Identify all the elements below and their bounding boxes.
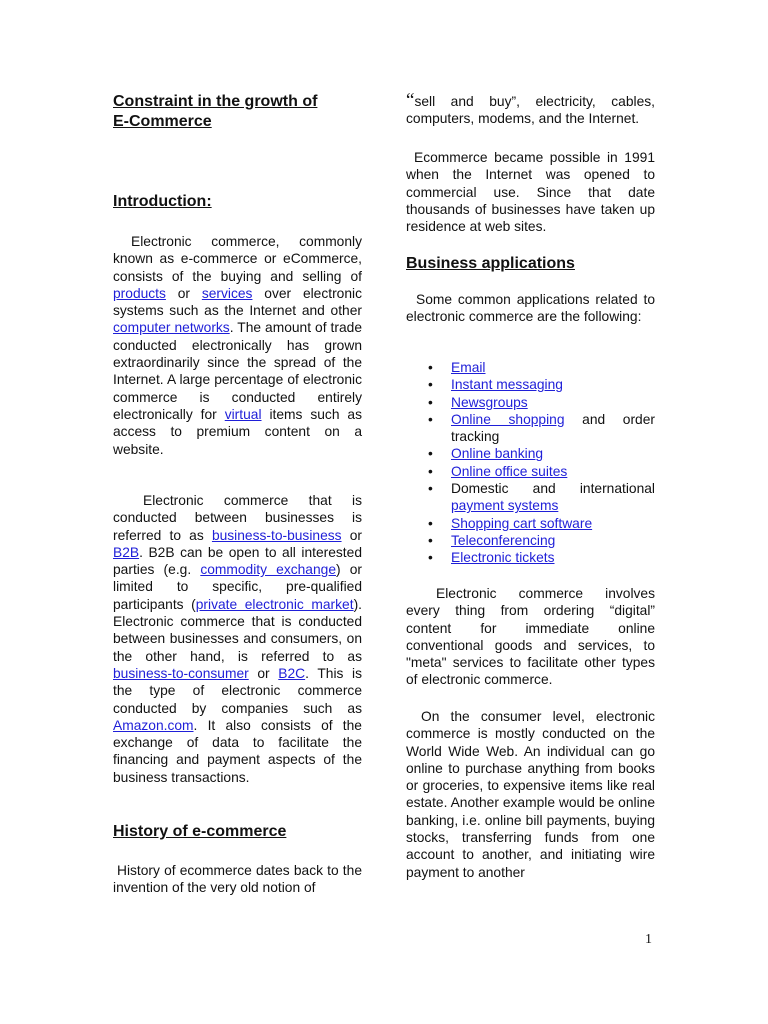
teleconferencing-link[interactable]: Teleconferencing <box>451 532 556 548</box>
introduction-heading: Introduction: <box>113 193 212 210</box>
newsgroups-link[interactable]: Newsgroups <box>451 394 528 410</box>
bullet-icon: • <box>428 394 433 410</box>
email-link[interactable]: Email <box>451 360 486 375</box>
b2c-link[interactable]: B2C <box>278 665 306 681</box>
business-applications-heading: Business applications <box>406 255 575 272</box>
business-to-business-link[interactable]: business-to-business <box>211 527 342 543</box>
amazon-link[interactable]: Amazon.com <box>113 717 194 733</box>
b2b-link[interactable]: B2B <box>113 544 140 560</box>
bullet-icon: • <box>428 550 433 566</box>
list-item: • Online shopping and order tracking <box>428 411 655 445</box>
list-item <box>406 549 655 566</box>
document-title: Constraint in the growth of E-Commerce <box>113 93 318 130</box>
bullet-icon: • <box>428 446 433 462</box>
electronic-tickets-link[interactable]: Electronic tickets <box>451 550 555 566</box>
online-shopping-link[interactable]: Online shopping <box>451 411 565 427</box>
virtual-link[interactable]: virtual <box>224 406 262 422</box>
list-item <box>406 445 655 462</box>
bullet-icon: • <box>428 481 433 497</box>
online-banking-link[interactable]: Online banking <box>451 446 544 462</box>
list-item <box>406 359 655 376</box>
introduction-paragraph-1: Electronic commerce, commonly known as e-commerce or eCommerce, consists of the buying and selling of products or services over electronic systems such as the Internet and other computer networks. The amount of trade conducted electronically has grown extraordinarily since the spread of the Internet. A large percentage of electronic commerce is conducted entirely electronically for virtual items such as access to premium content on a website. <box>113 234 362 457</box>
business-applications-paragraph-2: On the consumer level, electronic commerce is mostly conducted on the World Wide Web. An individual can go online to purchase anything from books or groceries, to expensive items like real estate. Another example would be online banking, i.e. online bill payments, buying stocks, transferring funds from one account to another, and initiating wire payment to another <box>406 709 655 880</box>
list-item <box>406 394 655 411</box>
list-item: • Domestic and international payment systems <box>428 481 655 514</box>
shopping-cart-software-link[interactable]: Shopping cart software <box>451 515 593 531</box>
introduction-paragraph-2: Electronic commerce that is conducted between businesses is referred to as business-to-business or B2B. B2B can be open to all interested parties (e.g. commodity exchange) or limited to specific, pre-qualified participants (private electronic market). Electronic commerce that is conducted between businesses and consumers, on the other hand, is referred to as business-to-consumer or B2C. This is the type of electronic commerce conducted by companies such as Amazon.com. It also consists of the exchange of data to facilitate the financing and payment aspects of the business transactions. <box>113 493 363 785</box>
computer-networks-link[interactable]: computer networks <box>113 320 230 336</box>
applications-list <box>406 359 655 567</box>
products-link[interactable]: products <box>113 285 166 301</box>
payment-systems-link[interactable]: payment systems <box>451 498 559 514</box>
list-item <box>406 376 655 393</box>
instant-messaging-link[interactable]: Instant messaging <box>451 377 563 393</box>
list-item <box>406 463 655 480</box>
page-number: 1 <box>645 932 652 947</box>
history-paragraph-1: History of ecommerce dates back to the invention of the very old notion of <box>113 863 362 896</box>
history-heading: History of e-commerce <box>113 823 287 840</box>
online-office-suites-link[interactable]: Online office suites <box>451 463 568 479</box>
bullet-icon: • <box>428 463 433 479</box>
bullet-icon: • <box>428 411 433 427</box>
services-link[interactable]: services <box>201 285 253 301</box>
list-item <box>406 515 655 532</box>
bullet-icon: • <box>428 515 433 531</box>
bullet-icon: • <box>428 377 433 393</box>
bullet-icon: • <box>428 532 433 548</box>
history-paragraph-2: Ecommerce became possible in 1991 when the Internet was opened to commercial use. Since that date thousands of businesses have taken up residence at web sites. <box>406 150 655 235</box>
private-electronic-market-link[interactable]: private electronic market <box>195 596 354 612</box>
history-paragraph-continued: “sell and buy”, electricity, cables, computers, modems, and the Internet. <box>406 90 655 127</box>
business-to-consumer-link[interactable]: business-to-consumer <box>113 665 249 681</box>
business-applications-intro: Some common applications related to electronic commerce are the following: <box>406 292 655 325</box>
business-applications-paragraph-1: Electronic commerce involves every thing from ordering “digital” content for immediate online conventional goods and services, to "meta" services to facilitate other types of electronic commerce. <box>406 586 655 688</box>
list-item <box>406 532 655 549</box>
commodity-exchange-link[interactable]: commodity exchange <box>200 562 336 578</box>
bullet-icon: • <box>428 360 433 375</box>
